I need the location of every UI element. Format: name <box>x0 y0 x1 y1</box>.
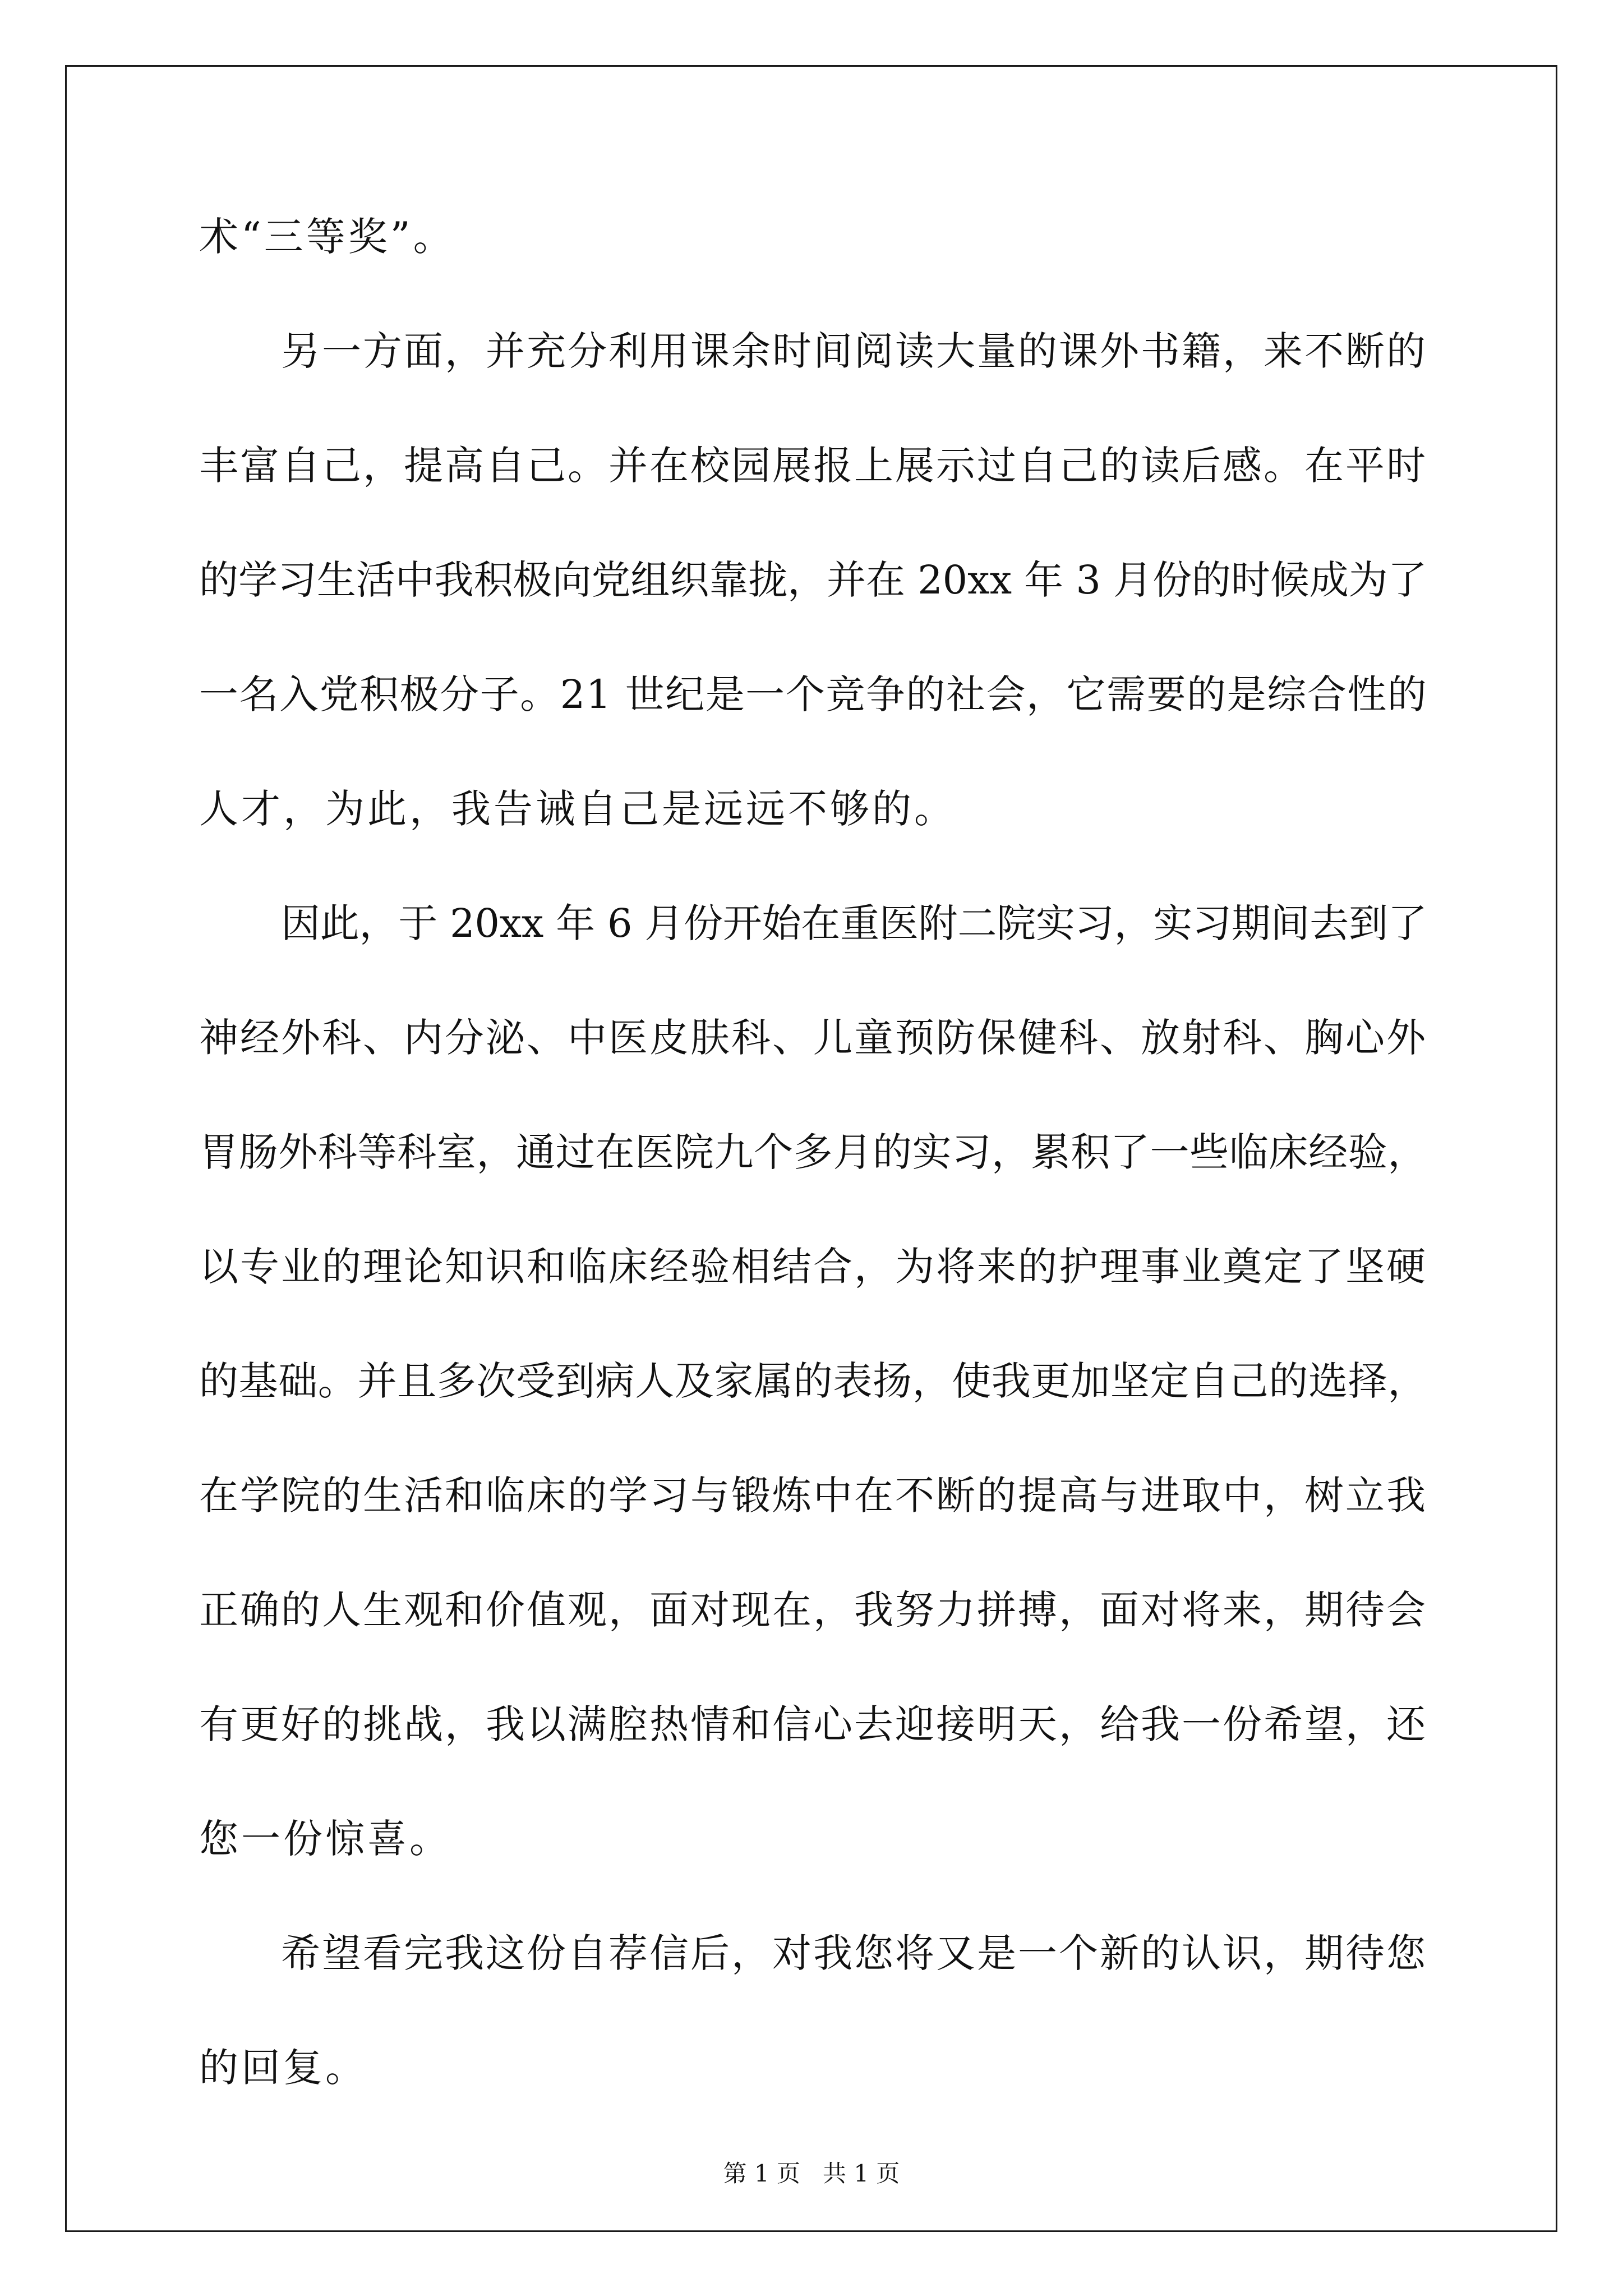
page-number-current: 第 1 页 <box>723 2160 800 2187</box>
text-line: 丰富自己，提高自己。并在校园展报上展示过自己的读后感。在平时 <box>199 443 1427 489</box>
text-line: 人才，为此，我告诫自己是远远不够的。 <box>199 786 956 832</box>
text-line: 的学习生活中我积极向党组织靠拢，并在 20xx 年 3 月份的时候成为了 <box>199 557 1427 603</box>
text-line: 希望看完我这份自荐信后，对我您将又是一个新的认识，期待您 <box>281 1930 1427 1976</box>
text-line: 神经外科、内分泌、中医皮肤科、儿童预防保健科、放射科、胸心外 <box>199 1015 1427 1061</box>
text-line: 有更好的挑战，我以满腔热情和信心去迎接明天，给我一份希望，还 <box>199 1701 1427 1747</box>
text-line: 另一方面，并充分利用课余时间阅读大量的课外书籍，来不断的 <box>281 328 1427 374</box>
text-line: 胃肠外科等科室，通过在医院九个多月的实习，累积了一些临床经验， <box>199 1129 1427 1175</box>
text-line: 因此，于 20xx 年 6 月份开始在重医附二院实习，实习期间去到了 <box>281 900 1427 946</box>
text-line: 正确的人生观和价值观，面对现在，我努力拼搏，面对将来，期待会 <box>199 1587 1427 1633</box>
text-line: 一名入党积极分子。21 世纪是一个竞争的社会，它需要的是综合性的 <box>199 671 1428 717</box>
page-number-total: 共 1 页 <box>823 2160 900 2187</box>
text-line: 您一份惊喜。 <box>199 1816 451 1862</box>
page-footer <box>0 2157 1623 2191</box>
text-line: 术“三等奖”。 <box>199 214 455 260</box>
text-line: 以专业的理论知识和临床经验相结合，为将来的护理事业奠定了坚硬 <box>199 1244 1427 1290</box>
text-line: 在学院的生活和临床的学习与锻炼中在不断的提高与进取中，树立我 <box>199 1473 1427 1519</box>
text-line: 的基础。并且多次受到病人及家属的表扬，使我更加坚定自己的选择， <box>199 1358 1427 1404</box>
text-line: 的回复。 <box>199 2045 367 2091</box>
